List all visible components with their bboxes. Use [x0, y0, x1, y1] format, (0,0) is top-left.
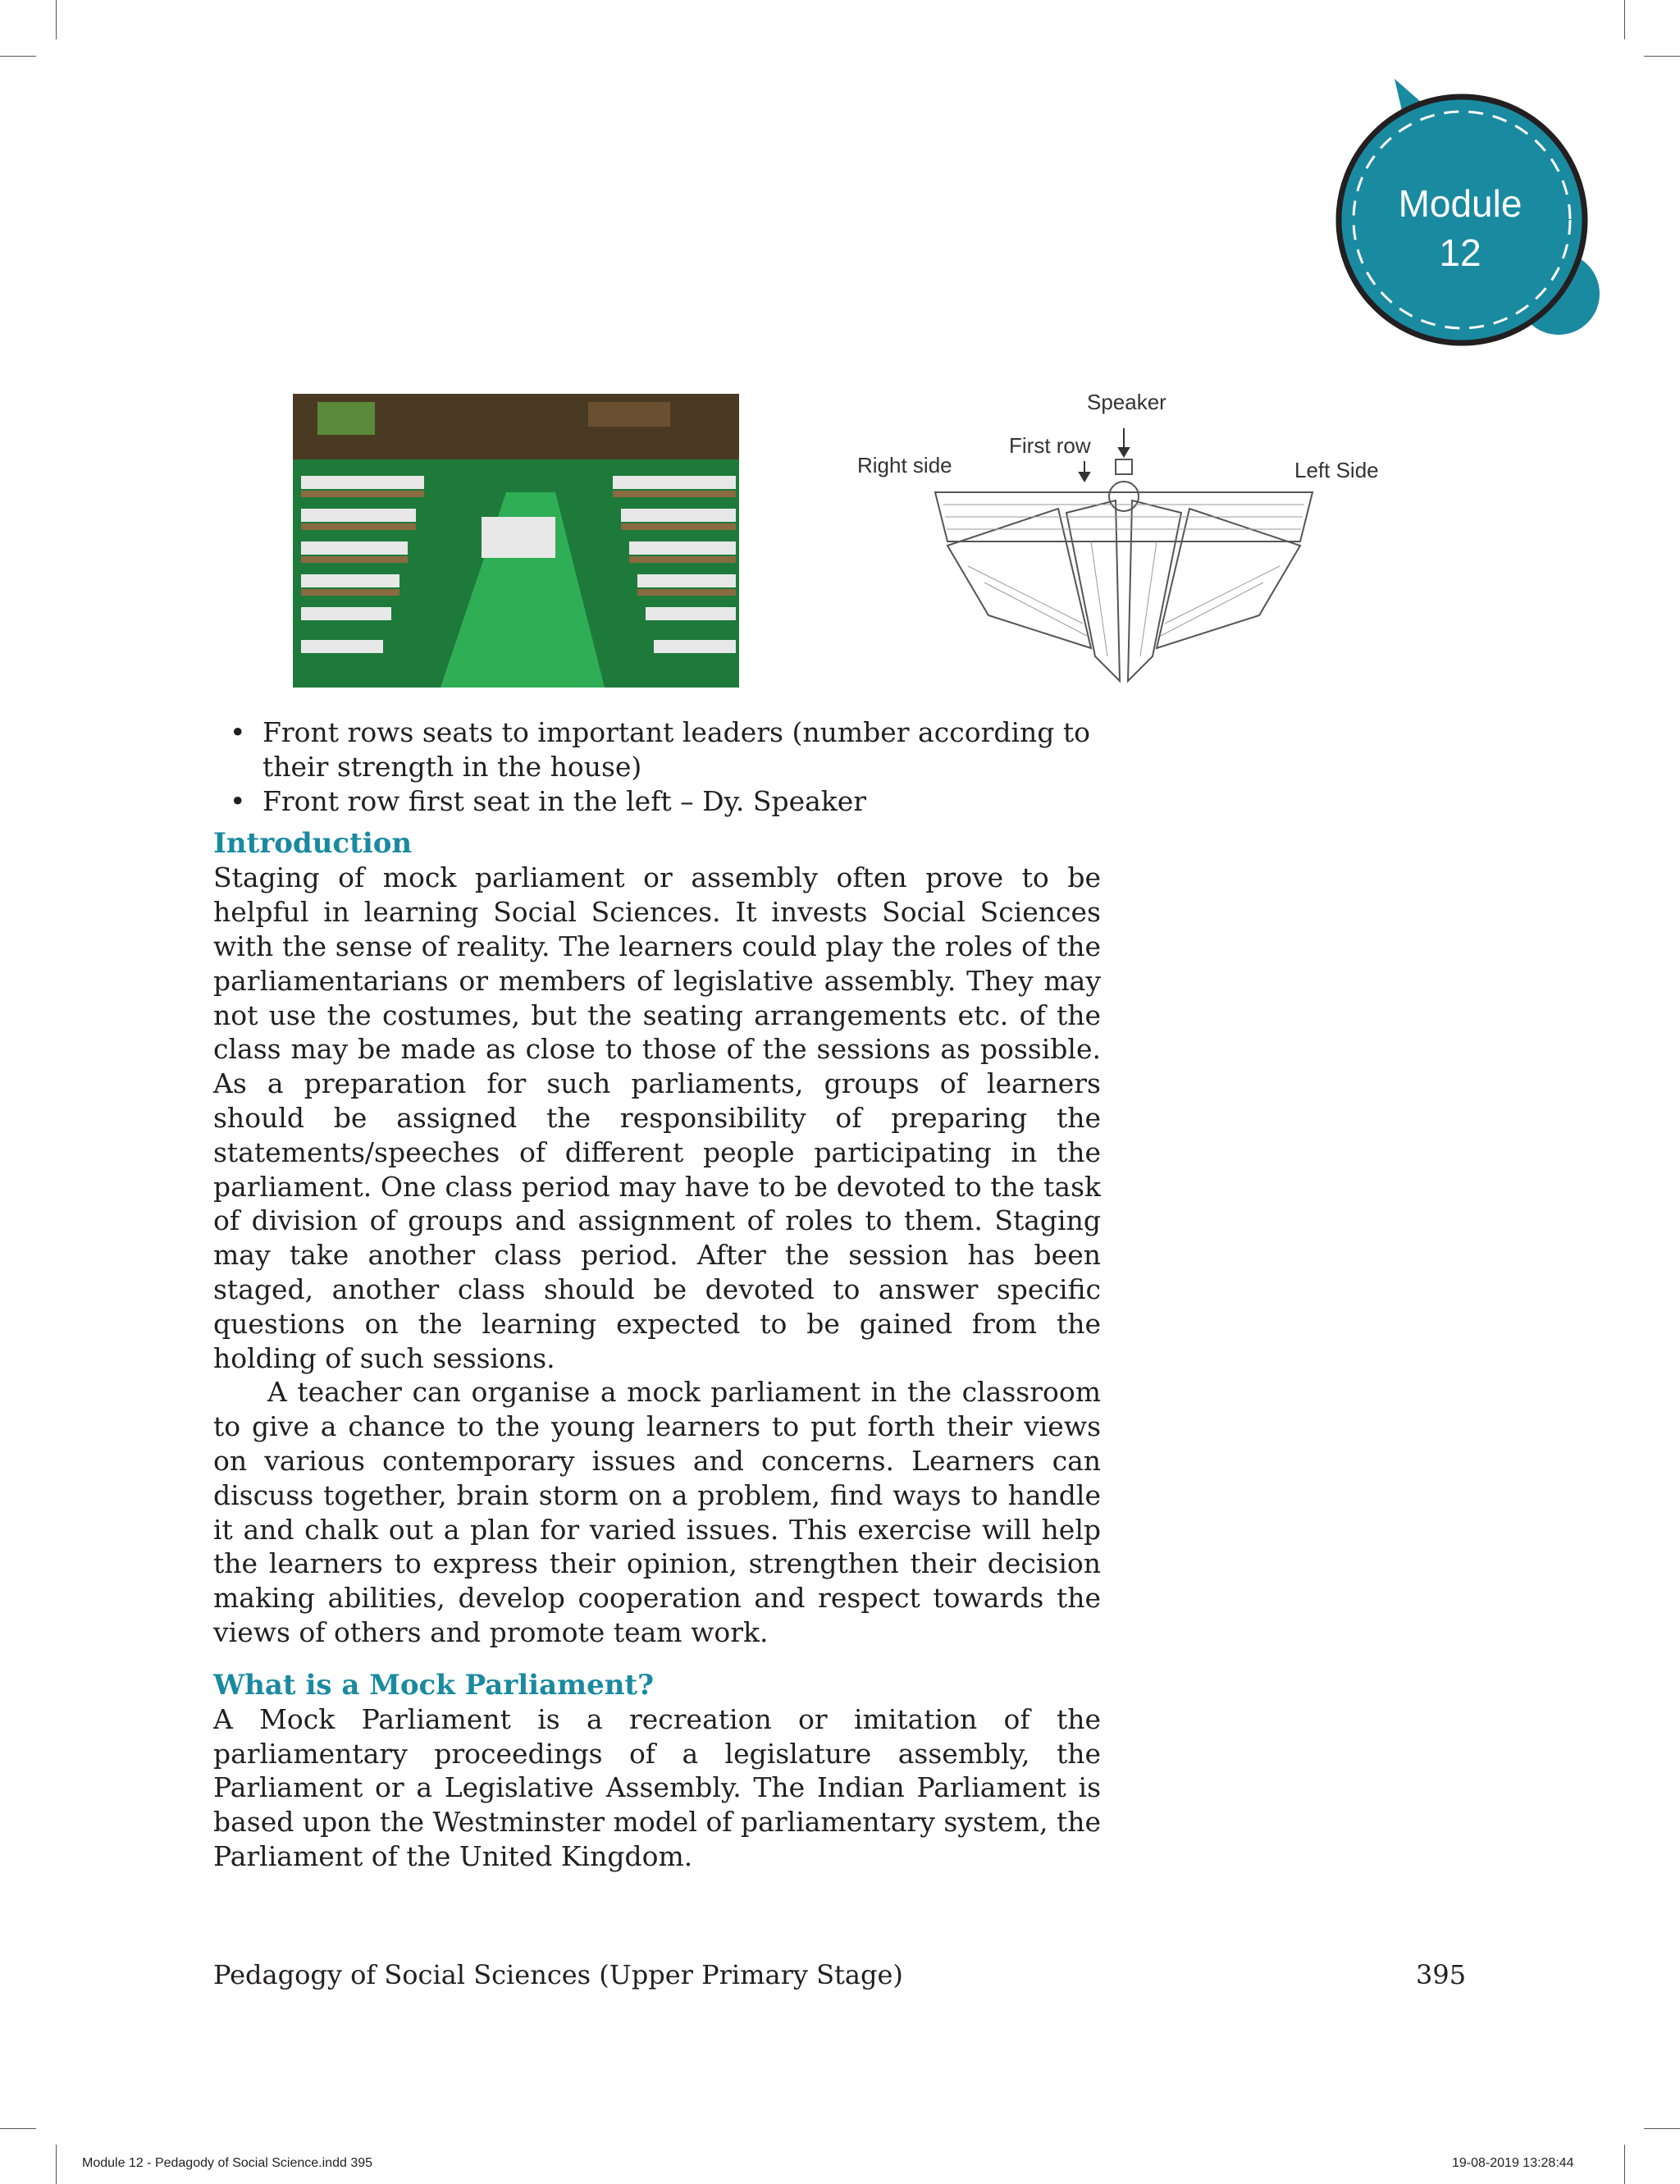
main-content [213, 715, 1101, 1874]
list-item: • Front row first seat in the left – Dy. Speaker [262, 784, 1101, 819]
page-number: 395 [1416, 1959, 1467, 1990]
module-badge-label [1345, 179, 1575, 277]
heading-mock-parliament: What is a Mock Parliament? [213, 1668, 655, 1702]
crop-mark [0, 2128, 36, 2129]
heading-introduction: Introduction [213, 827, 413, 861]
parliament-photo-art [293, 394, 739, 688]
parliament-photo [293, 394, 739, 688]
intro-paragraph-2: A teacher can organise a mock parliament in the classroom to give a chance to the young learners to put forth their views on various contemporary issues and concerns. Learners can discuss together, brain storm on a problem, find ways to handle it and chalk out a plan for varied issues. This exercise will help the learners to express their opinion, strengthen their decision making abilities, develop cooperation and respect towards the views of others and promote team work. [213, 1376, 1101, 1648]
crop-mark [0, 56, 36, 57]
slug-file-name: Module 12 - Pedagody of Social Science.indd 395 [82, 2156, 373, 2170]
seating-diagram-art [845, 377, 1403, 689]
module-word: Module [1398, 182, 1522, 225]
module-number: 12 [1439, 231, 1481, 274]
crop-mark [1644, 2128, 1680, 2129]
bullet-list [213, 715, 1101, 818]
slug-timestamp: 19-08-2019 13:28:44 [1452, 2156, 1574, 2170]
footer-book-title: Pedagogy of Social Sciences (Upper Primary Stage) [213, 1959, 903, 1990]
crop-mark [1624, 2145, 1625, 2184]
list-item: • Front rows seats to important leaders (number according to their strength in the house) [262, 715, 1101, 784]
crop-mark [1644, 56, 1680, 57]
intro-paragraph-1: Staging of mock parliament or assembly often prove to be helpful in learning Social Sciences. It invests Social Sciences with the sense of reality. The learners could play the roles of the parliamentarians or members of legislative assembly. They may not use the costumes, but the seating arrangements etc. of the class may be made as close to those of the sessions as possible. As a preparation for such parliaments, groups of learners should be assigned the responsibility of preparing the statements/speeches of different people participating in the parliament. One class period may have to be devoted to the task of division of groups and assignment of roles to them. Staging may take another class period. After the session has been staged, another class should be devoted to answer specific questions on the learning expected to be gained from the holding of such sessions. [213, 861, 1101, 1374]
label-right-side: Right side [857, 453, 952, 477]
mock-parliament-paragraph: A Mock Parliament is a recreation or imitation of the parliamentary proceedings of a legislature assembly, the Parliament or a Legislative Assembly. The Indian Parliament is based upon the Westminster model of parliamentary system, the Parliament of the United Kingdom. [213, 1702, 1101, 1872]
crop-mark [56, 0, 57, 39]
label-left-side: Left Side [1294, 458, 1379, 482]
seating-diagram [845, 377, 1403, 689]
label-first-row: First row [1009, 433, 1091, 458]
label-speaker: Speaker [1087, 390, 1166, 414]
crop-mark [1624, 0, 1625, 39]
crop-mark [56, 2145, 57, 2184]
